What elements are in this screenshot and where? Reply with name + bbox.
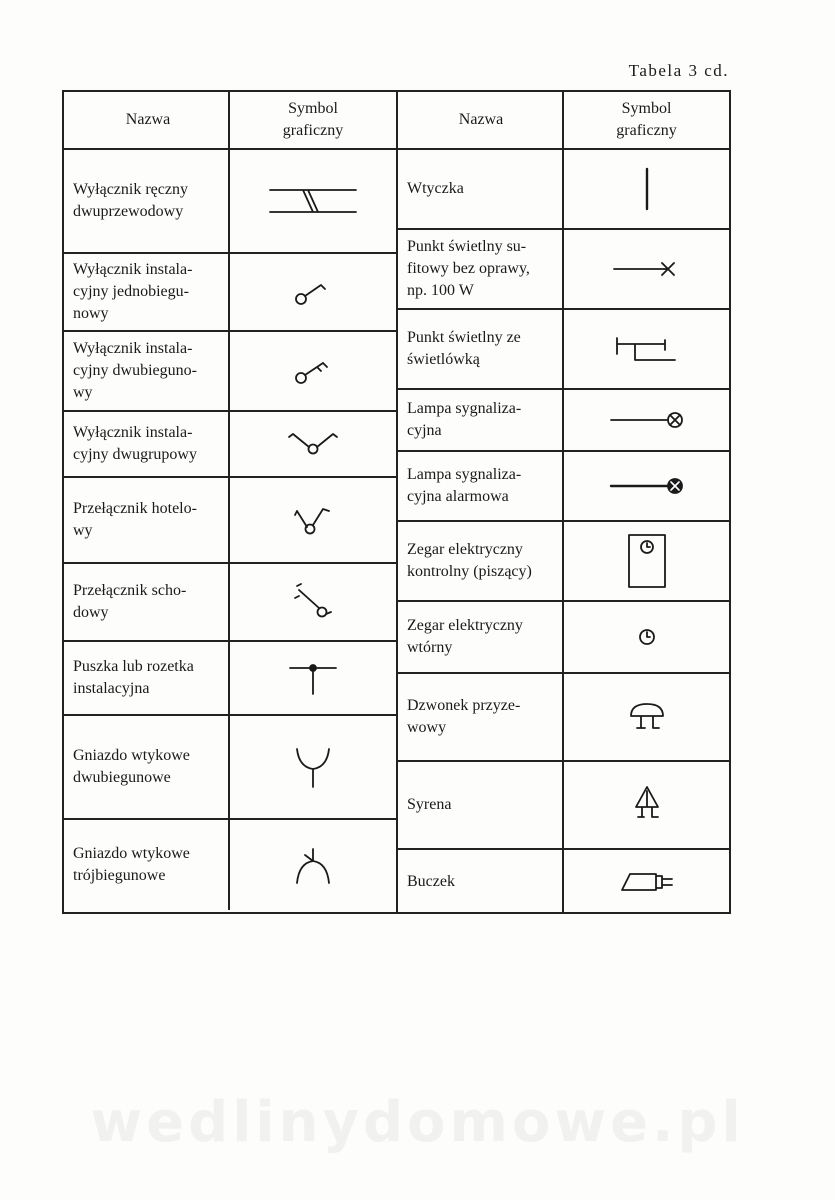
ceiling-light-point-icon [612, 259, 682, 279]
two-group-switch-icon [287, 429, 339, 459]
signal-lamp-icon [609, 410, 685, 430]
row-name: Buczek [407, 873, 455, 890]
hotel-switch-icon [293, 501, 333, 539]
table-row [64, 818, 396, 910]
two-pole-socket-icon [293, 745, 333, 789]
row-name: Gniazdo wtykowe trójbiegunowe [73, 845, 190, 884]
table-row [64, 148, 396, 252]
row-name: Dzwonek przyze- wowy [407, 697, 521, 736]
manual-two-wire-switch-icon [268, 181, 358, 221]
header-symbol-line2: graficzny [282, 122, 344, 139]
table-caption: Tabela 3 cd. [628, 61, 729, 80]
table-header [398, 90, 729, 148]
alarm-signal-lamp-icon [609, 476, 685, 496]
secondary-clock-icon [637, 627, 657, 647]
plug-icon [642, 167, 652, 211]
table-row [398, 848, 729, 914]
buzzer-icon [620, 870, 674, 894]
header-name: Nazwa [125, 111, 171, 128]
table-row [398, 388, 729, 450]
table-row [64, 562, 396, 640]
symbol-table-right [396, 90, 731, 914]
table-row [398, 520, 729, 600]
row-name: Przełącznik scho- dowy [73, 582, 187, 621]
watermark: wedlinydomowe.pl [90, 1090, 745, 1155]
table-row [64, 476, 396, 562]
table-row [398, 760, 729, 848]
header-symbol [562, 92, 729, 148]
double-pole-switch-icon [293, 356, 333, 386]
table-row [398, 450, 729, 520]
row-name: Punkt świetlny su- fitowy bez oprawy, np. 100 W [407, 238, 530, 299]
symbol-table-left [62, 90, 398, 914]
bell-icon [627, 702, 667, 732]
table-header [64, 90, 396, 148]
row-name: Zegar elektryczny kontrolny (piszący) [407, 541, 532, 580]
staircase-switch-icon [293, 582, 333, 622]
table-row [398, 228, 729, 308]
fluorescent-light-icon [615, 334, 679, 364]
siren-icon [632, 785, 662, 825]
row-name: Syrena [407, 796, 452, 813]
row-name: Wtyczka [407, 180, 464, 197]
row-name: Wyłącznik instala- cyjny dwugrupowy [73, 424, 197, 463]
table-row [398, 672, 729, 760]
row-name: Puszka lub rozetka instalacyjna [73, 658, 194, 697]
header-symbol-line1: Symbol [288, 100, 338, 117]
row-name: Zegar elektryczny wtórny [407, 617, 523, 656]
table-row [398, 308, 729, 388]
table-row [398, 600, 729, 672]
table-row [64, 640, 396, 714]
three-pole-socket-icon [293, 845, 333, 885]
row-name: Wyłącznik instala- cyjny jednobiegu- nowy [73, 261, 193, 322]
row-name: Punkt świetlny ze świetlówką [407, 329, 521, 368]
row-name: Lampa sygnaliza- cyjna alarmowa [407, 466, 522, 505]
table-row [64, 252, 396, 330]
junction-box-icon [288, 658, 338, 698]
recording-clock-icon [627, 533, 667, 589]
table-row [64, 410, 396, 476]
row-name: Gniazdo wtykowe dwubiegunowe [73, 747, 190, 786]
header-symbol-line1: Symbol [621, 100, 672, 117]
row-name: Wyłącznik instala- cyjny dwubieguno- wy [73, 340, 197, 401]
row-name: Przełącznik hotelo- wy [73, 500, 197, 539]
header-name: Nazwa [458, 111, 504, 128]
table-row [64, 714, 396, 818]
header-symbol [228, 92, 396, 148]
table-row [64, 330, 396, 410]
row-name: Wyłącznik ręczny dwuprzewodowy [73, 181, 188, 220]
table-row [398, 148, 729, 228]
row-name: Lampa sygnaliza- cyjna [407, 400, 522, 439]
header-symbol-line2: graficzny [616, 122, 677, 139]
single-pole-switch-icon [293, 277, 333, 307]
